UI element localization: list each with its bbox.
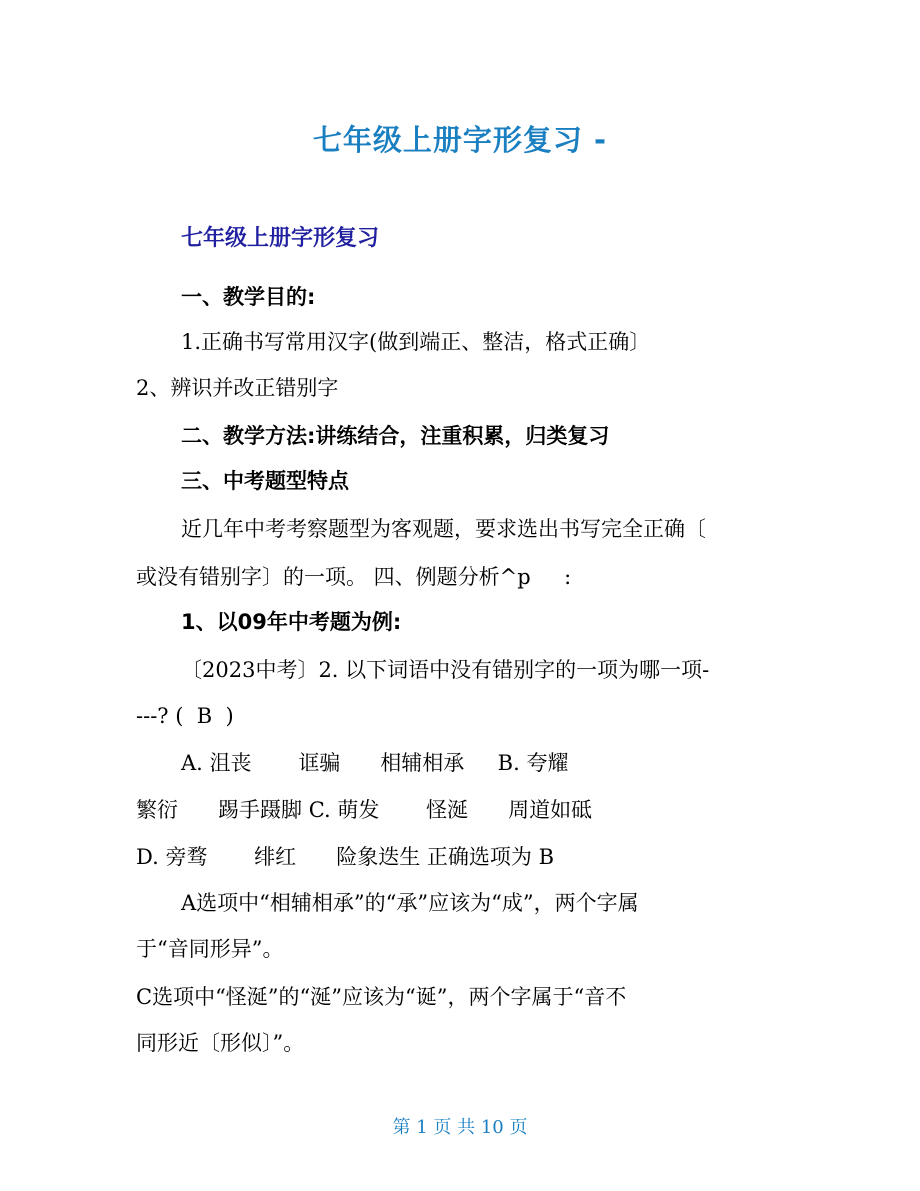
document-subtitle: 七年级上册字形复习 — [181, 226, 380, 251]
paragraph-line: 近几年中考考察题型为客观题，要求选出书写完全正确〔 — [181, 517, 706, 541]
explanation-line: 于“音同形异”。 — [136, 937, 284, 961]
objective-item-1: 1.正确书写常用汉字(做到端正、整洁，格式正确〕 — [181, 330, 651, 354]
option-line: A. 沮丧 诓骗 相辅相承 B. 夸耀 — [181, 751, 569, 775]
option-line: D. 旁骛 绯红 险象迭生 正确选项为 B — [136, 845, 554, 869]
paragraph-line: 或没有错别字〕的一项。 四、例题分析^p : — [136, 565, 572, 589]
option-line: 繁衍 踢手蹑脚 C. 萌发 怪涎 周道如砥 — [136, 798, 593, 822]
section-heading-question-types: 三、中考题型特点 — [181, 469, 349, 493]
section-heading-methods: 二、教学方法:讲练结合，注重积累，归类复习 — [181, 424, 610, 448]
explanation-line: 同形近〔形似〕”。 — [136, 1031, 305, 1055]
explanation-line: A选项中“相辅相承”的“承”应该为“成”，两个字属 — [181, 891, 639, 915]
page-footer: 第 1 页 共 10 页 — [392, 1117, 528, 1138]
question-line: ---? ( B ) — [136, 704, 234, 728]
question-line: 〔2023中考〕2. 以下词语中没有错别字的一项为哪一项- — [181, 658, 710, 682]
explanation-line: C选项中“怪涎”的“涎”应该为“诞”，两个字属于“音不 — [136, 985, 627, 1009]
objective-item-2: 2、辨识并改正错别字 — [136, 376, 339, 400]
page-title: 七年级上册字形复习 - — [312, 123, 608, 157]
example-heading: 1、以09年中考题为例: — [181, 610, 402, 634]
section-heading-objectives: 一、教学目的: — [181, 285, 316, 309]
